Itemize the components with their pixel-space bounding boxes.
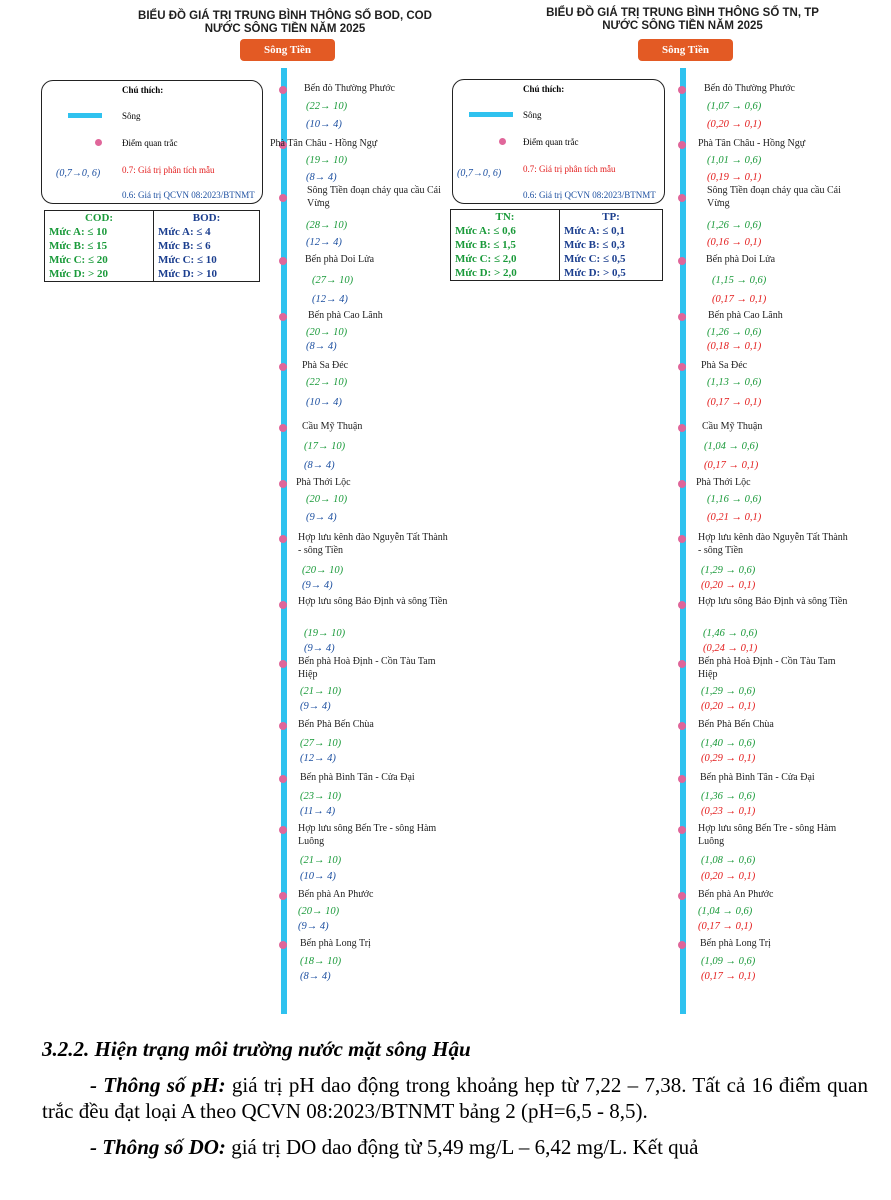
station-dot: [279, 194, 287, 202]
station-name: Bến phà Doi Lửa: [305, 254, 375, 265]
legend-point-label: Điểm quan trắc: [122, 138, 178, 148]
legend-sample-value: (0,7→0, 6): [56, 168, 101, 179]
station-value-primary: (1,13 → 0,6): [707, 377, 762, 388]
legend-measured-label: 0.7: Giá trị phân tích mẫu: [523, 164, 616, 174]
station-value-secondary: (10→ 4): [300, 871, 336, 882]
ph-text: giá trị pH dao động trong khoảng hẹp từ 7,22 – 7,38. Tất cả 16 điểm quan trắc đều đạt loại A theo QCVN 08:2023/BTNMT bảng 2 (pH=6,5 - 8,5).: [42, 1073, 869, 1123]
level-tn-a: Mức A: ≤ 0,6: [455, 225, 516, 237]
station-value-secondary: (9→ 4): [298, 921, 329, 932]
station-value-primary: (1,36 → 0,6): [701, 791, 756, 802]
level-head-tn: TN:: [495, 211, 515, 223]
station-name: Phà Sa Đéc: [701, 360, 748, 371]
station-value-primary: (1,29 → 0,6): [701, 686, 756, 697]
station-value-secondary: (0,29 → 0,1): [701, 753, 756, 764]
level-cod-d: Mức D: > 20: [49, 268, 108, 280]
station-name: Cầu Mỹ Thuận: [702, 421, 763, 432]
station-dot: [279, 257, 287, 265]
station-name: Hợp lưu sông Bến Tre - sông Hàm Luông: [298, 823, 437, 847]
station-name: Hợp lưu kênh đào Nguyễn Tất Thành - sông Tiền: [698, 532, 848, 556]
level-table: [450, 209, 663, 281]
station-value-secondary: (0,16 → 0,1): [707, 237, 762, 248]
station-value-secondary: (9→ 4): [300, 701, 331, 712]
station-dot: [279, 424, 287, 432]
tn-tp-title-line2: NƯỚC SÔNG TIỀN NĂM 2025: [602, 20, 763, 32]
tn-tp-title-line1: BIỂU ĐỒ GIÁ TRỊ TRUNG BÌNH THÔNG SỐ TN, TP: [546, 7, 819, 19]
river-name-tab: Sông Tiền: [240, 39, 335, 61]
station-dot: [678, 601, 686, 609]
station-value-secondary: (0,19 → 0,1): [707, 172, 762, 183]
station-value-primary: (1,40 → 0,6): [701, 738, 756, 749]
do-text: giá trị DO dao động từ 5,49 mg/L – 6,42 mg/L. Kết quả: [225, 1135, 699, 1159]
station-name: Bến phà Hoà Định - Cồn Tàu Tam Hiệp: [698, 656, 836, 680]
station-dot: [678, 480, 686, 488]
level-cod-c: Mức C: ≤ 20: [49, 254, 108, 266]
station-dot: [279, 660, 287, 668]
station-value-secondary: (0,17 → 0,1): [707, 397, 762, 408]
station-name: Hợp lưu sông Bảo Định và sông Tiền: [298, 596, 448, 607]
station-value-secondary: (0,17 → 0,1): [698, 921, 753, 932]
level-bod-a: Mức A: ≤ 4: [158, 226, 211, 238]
station-name: Bến phà Long Trị: [300, 938, 371, 949]
station-value-secondary: (0,18 → 0,1): [707, 341, 762, 352]
legend-point-swatch: [95, 139, 102, 146]
station-value-secondary: (10→ 4): [306, 119, 342, 130]
station-value-secondary: (0,21 → 0,1): [707, 512, 762, 523]
legend-point-label: Điểm quan trắc: [523, 137, 579, 147]
station-value-secondary: (8→ 4): [306, 172, 337, 183]
station-value-secondary: (0,20 → 0,1): [701, 701, 756, 712]
level-tp-a: Mức A: ≤ 0,1: [564, 225, 625, 237]
station-name: Phà Sa Đéc: [302, 360, 349, 371]
legend-box: [41, 80, 263, 204]
station-dot: [279, 313, 287, 321]
level-bod-d: Mức D: > 10: [158, 268, 217, 280]
station-name: Sông Tiền đoạn chảy qua cầu Cái Vừng: [707, 185, 841, 209]
station-dot: [678, 826, 686, 834]
station-dot: [279, 722, 287, 730]
legend-box: [452, 79, 665, 204]
station-value-primary: (1,26 → 0,6): [707, 220, 762, 231]
station-name: Phà Tân Châu - Hồng Ngự: [698, 138, 806, 149]
station-value-secondary: (8→ 4): [306, 341, 337, 352]
station-name: Bến phà Doi Lửa: [706, 254, 776, 265]
level-tn-c: Mức C: ≤ 2,0: [455, 253, 517, 265]
station-value-primary: (22→ 10): [306, 101, 348, 112]
station-value-secondary: (9→ 4): [304, 643, 335, 654]
do-paragraph: [42, 1134, 868, 1160]
station-name: Sông Tiền đoạn chảy qua cầu Cái Vừng: [307, 185, 441, 209]
level-cod-b: Mức B: ≤ 15: [49, 240, 108, 252]
station-dot: [678, 535, 686, 543]
legend-point-swatch: [499, 138, 506, 145]
station-value-secondary: (8→ 4): [300, 971, 331, 982]
level-tn-d: Mức D: > 2,0: [455, 267, 517, 279]
station-value-primary: (1,09 → 0,6): [701, 956, 756, 967]
station-dot: [678, 424, 686, 432]
station-value-primary: (20→ 10): [306, 494, 348, 505]
legend-title: Chú thích:: [122, 85, 164, 95]
bod-cod-title-line2: NƯỚC SÔNG TIỀN NĂM 2025: [204, 23, 366, 35]
level-head-cod: COD:: [84, 212, 114, 224]
ph-label: - Thông số pH:: [90, 1073, 226, 1097]
station-value-primary: (18→ 10): [300, 956, 342, 967]
station-dot: [678, 722, 686, 730]
station-dot: [279, 941, 287, 949]
station-dot: [279, 601, 287, 609]
level-tp-c: Mức C: ≤ 0,5: [564, 253, 626, 265]
station-dot: [279, 86, 287, 94]
station-value-primary: (21→ 10): [300, 686, 342, 697]
station-name: Phà Thới Lộc: [296, 477, 351, 488]
bod-cod-diagram: [0, 0, 448, 1020]
level-head-tp: TP:: [602, 211, 620, 223]
station-value-secondary: (0,20 → 0,1): [701, 580, 756, 591]
station-value-secondary: (8→ 4): [304, 460, 335, 471]
station-value-secondary: (12→ 4): [306, 237, 342, 248]
station-value-primary: (1,07 → 0,6): [707, 101, 762, 112]
station-dot: [279, 363, 287, 371]
station-value-primary: (1,29 → 0,6): [701, 565, 756, 576]
station-name: Bến phà Hoà Định - Cồn Tàu Tam Hiệp: [298, 656, 436, 680]
station-value-primary: (19→ 10): [306, 155, 348, 166]
station-dot: [279, 480, 287, 488]
section-heading: 3.2.2. Hiện trạng môi trường nước mặt sông Hậu: [42, 1037, 471, 1061]
station-dot: [279, 892, 287, 900]
do-label: - Thông số DO:: [90, 1135, 226, 1159]
legend-sample-value: (0,7→0, 6): [457, 168, 502, 179]
tn-tp-title: [495, 7, 870, 33]
station-name: Phà Thới Lộc: [696, 477, 751, 488]
ph-paragraph: [42, 1072, 868, 1124]
station-dot: [678, 86, 686, 94]
station-name: Cầu Mỹ Thuận: [302, 421, 363, 432]
station-value-primary: (1,16 → 0,6): [707, 494, 762, 505]
station-value-primary: (22→ 10): [306, 377, 348, 388]
station-value-primary: (1,46 → 0,6): [703, 628, 758, 639]
station-dot: [279, 775, 287, 783]
station-name: Hợp lưu sông Bảo Định và sông Tiền: [698, 596, 848, 607]
legend-river-swatch: [68, 113, 102, 118]
station-dot: [678, 313, 686, 321]
station-value-secondary: (0,17 → 0,1): [712, 294, 767, 305]
station-value-primary: (27→ 10): [312, 275, 354, 286]
station-dot: [678, 660, 686, 668]
level-bod-c: Mức C: ≤ 10: [158, 254, 217, 266]
station-value-primary: (19→ 10): [304, 628, 346, 639]
station-dot: [678, 892, 686, 900]
station-dot: [678, 141, 686, 149]
station-value-secondary: (10→ 4): [306, 397, 342, 408]
legend-standard-label: 0.6: Giá trị QCVN 08:2023/BTNMT: [523, 190, 656, 200]
station-value-secondary: (12→ 4): [300, 753, 336, 764]
station-name: Phà Tân Châu - Hồng Ngự: [270, 138, 378, 149]
station-name: Bến đò Thường Phước: [704, 83, 795, 94]
level-table: [44, 210, 260, 282]
station-value-secondary: (12→ 4): [312, 294, 348, 305]
station-dot: [678, 363, 686, 371]
level-cod-a: Mức A: ≤ 10: [49, 226, 108, 238]
station-value-secondary: (0,17 → 0,1): [701, 971, 756, 982]
level-bod-b: Mức B: ≤ 6: [158, 240, 211, 252]
station-value-primary: (20→ 10): [302, 565, 344, 576]
river-name-tab: Sông Tiền: [638, 39, 733, 61]
station-name: Bến Phà Bến Chùa: [698, 719, 774, 730]
station-value-primary: (1,08 → 0,6): [701, 855, 756, 866]
station-name: Hợp lưu kênh đào Nguyễn Tất Thành - sông Tiền: [298, 532, 448, 556]
station-value-primary: (1,04 → 0,6): [698, 906, 753, 917]
station-name: Bến phà An Phước: [698, 889, 774, 900]
station-dot: [678, 775, 686, 783]
station-value-secondary: (0,23 → 0,1): [701, 806, 756, 817]
legend-river-label: Sông: [523, 110, 542, 120]
level-tn-b: Mức B: ≤ 1,5: [455, 239, 516, 251]
station-value-primary: (27→ 10): [300, 738, 342, 749]
station-value-secondary: (0,20 → 0,1): [701, 871, 756, 882]
station-value-primary: (28→ 10): [306, 220, 348, 231]
station-name: Bến phà Bình Tân - Cửa Đại: [300, 772, 415, 783]
station-value-primary: (1,04 → 0,6): [704, 441, 759, 452]
station-value-primary: (20→ 10): [306, 327, 348, 338]
station-value-secondary: (0,20 → 0,1): [707, 119, 762, 130]
station-name: Bến phà Cao Lãnh: [708, 310, 783, 321]
station-name: Bến phà An Phước: [298, 889, 374, 900]
station-value-secondary: (9→ 4): [302, 580, 333, 591]
bod-cod-title-line1: BIỂU ĐỒ GIÁ TRỊ TRUNG BÌNH THÔNG SỐ BOD, COD: [138, 10, 432, 22]
station-dot: [678, 194, 686, 202]
station-dot: [279, 535, 287, 543]
legend-river-label: Sông: [122, 111, 141, 121]
legend-title: Chú thích:: [523, 84, 565, 94]
station-value-secondary: (11→ 4): [300, 806, 336, 817]
station-name: Bến phà Bình Tân - Cửa Đại: [700, 772, 815, 783]
level-head-bod: BOD:: [192, 212, 221, 224]
station-value-primary: (20→ 10): [298, 906, 340, 917]
level-tp-b: Mức B: ≤ 0,3: [564, 239, 625, 251]
station-dot: [279, 826, 287, 834]
legend-river-swatch: [469, 112, 513, 117]
station-name: Bến đò Thường Phước: [304, 83, 395, 94]
station-name: Hợp lưu sông Bến Tre - sông Hàm Luông: [698, 823, 837, 847]
station-value-primary: (21→ 10): [300, 855, 342, 866]
station-value-primary: (17→ 10): [304, 441, 346, 452]
legend-measured-label: 0.7: Giá trị phân tích mẫu: [122, 165, 215, 175]
station-value-secondary: (0,17 → 0,1): [704, 460, 759, 471]
station-name: Bến Phà Bến Chùa: [298, 719, 374, 730]
tn-tp-diagram: [445, 0, 891, 1020]
section-body: [42, 1036, 868, 1160]
station-name: Bến phà Cao Lãnh: [308, 310, 383, 321]
station-dot: [678, 257, 686, 265]
legend-standard-label: 0.6: Giá trị QCVN 08:2023/BTNMT: [122, 190, 255, 200]
station-value-primary: (23→ 10): [300, 791, 342, 802]
station-value-primary: (1,01 → 0,6): [707, 155, 762, 166]
station-value-secondary: (0,24 → 0,1): [703, 643, 758, 654]
station-value-primary: (1,26 → 0,6): [707, 327, 762, 338]
level-tp-d: Mức D: > 0,5: [564, 267, 626, 279]
station-value-primary: (1,15 → 0,6): [712, 275, 767, 286]
station-dot: [678, 941, 686, 949]
station-value-secondary: (9→ 4): [306, 512, 337, 523]
station-name: Bến phà Long Trị: [700, 938, 771, 949]
bod-cod-title: [100, 10, 470, 36]
